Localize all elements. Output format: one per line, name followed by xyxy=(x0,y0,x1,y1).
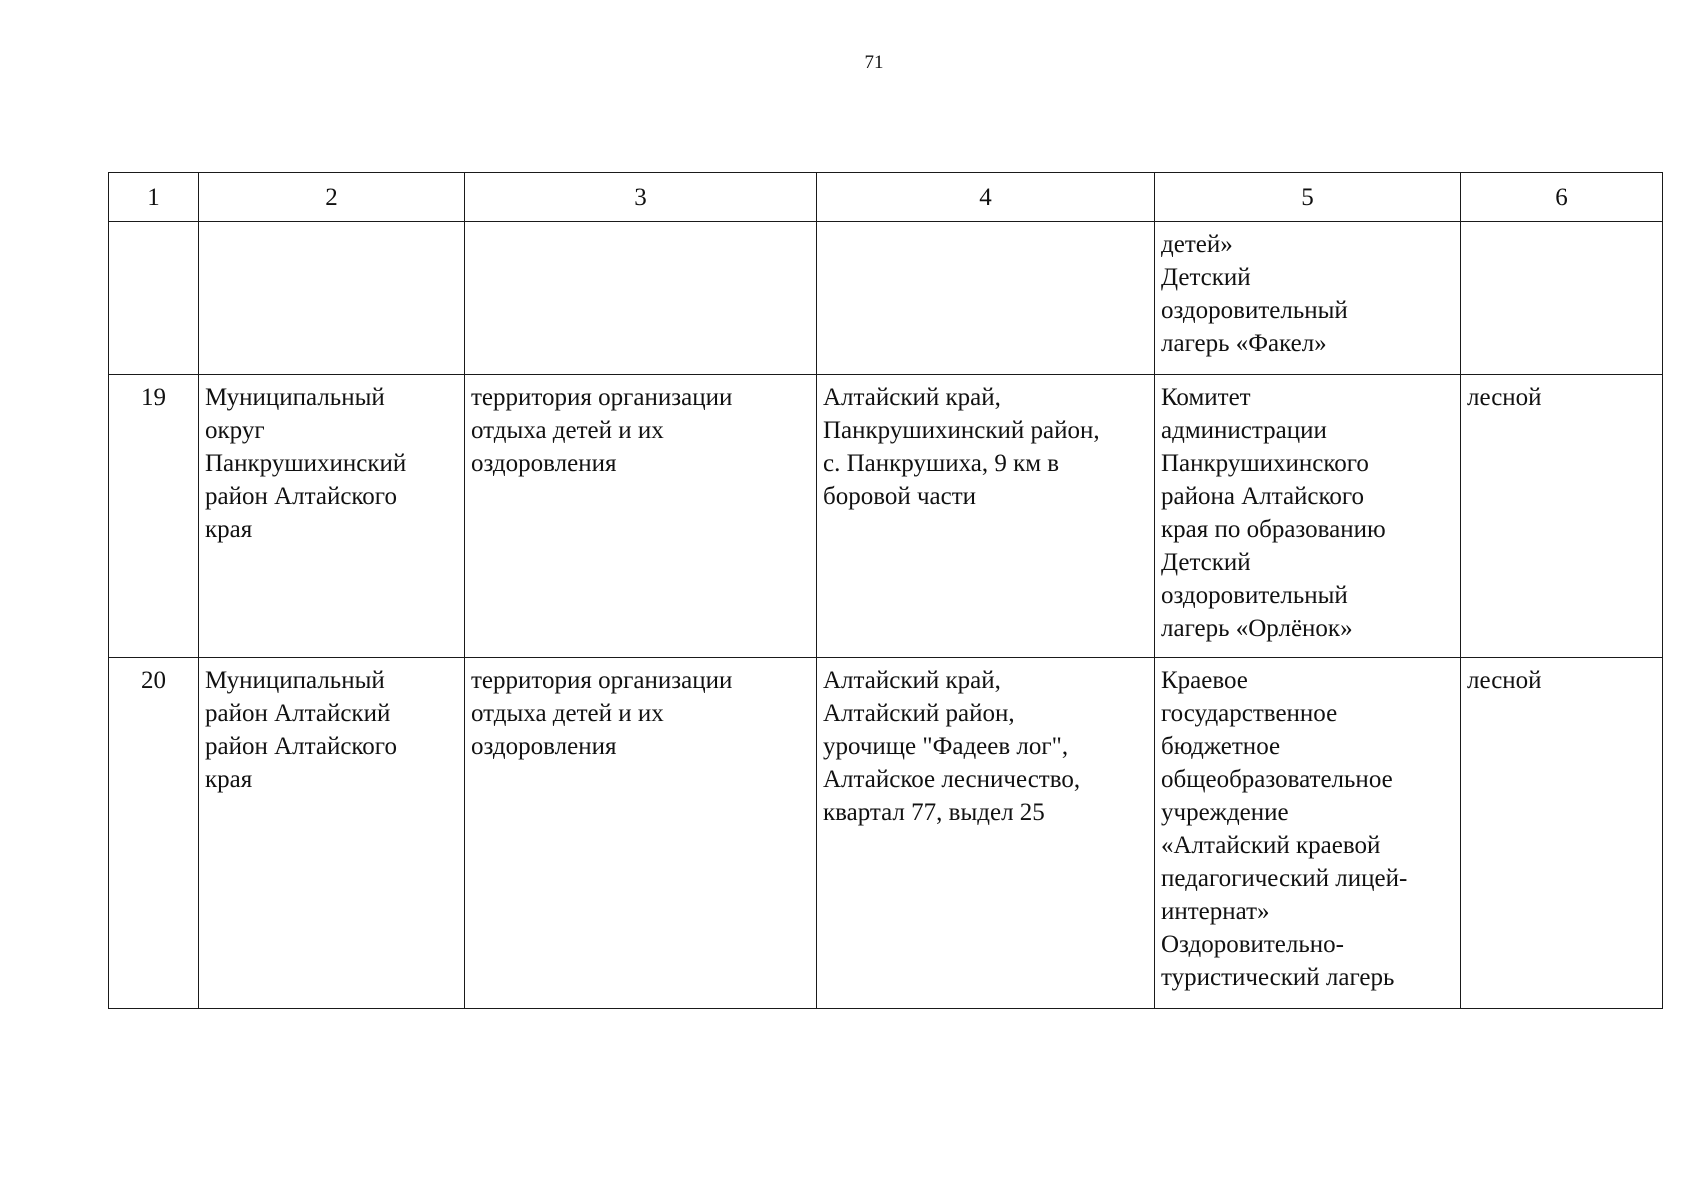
cell-line: Оздоровительно- xyxy=(1161,931,1344,958)
cell-line: квартал 77, выдел 25 xyxy=(823,799,1045,826)
cell-line: Панкрушихинский район, xyxy=(823,417,1100,444)
cell-line: отдыха детей и их xyxy=(471,417,664,444)
cell-line: территория организации xyxy=(471,667,733,694)
cell-line: учреждение xyxy=(1161,799,1289,826)
cell-line: оздоровления xyxy=(471,733,617,760)
cell-line: район Алтайского xyxy=(205,733,397,760)
cell-line: лагерь «Орлёнок» xyxy=(1161,615,1353,642)
cell-line: края xyxy=(205,516,253,543)
header-cell: 5 xyxy=(1155,173,1461,222)
cell-address xyxy=(817,222,1155,375)
cell-line: Краевое xyxy=(1161,667,1248,694)
document-table xyxy=(108,172,1663,1009)
table-row xyxy=(109,658,1663,1009)
cell-number: 20 xyxy=(109,658,199,1009)
cell-line: округ xyxy=(205,417,265,444)
cell-address xyxy=(817,658,1155,1009)
cell-location-type xyxy=(465,375,817,658)
cell-line: туристический лагерь xyxy=(1161,964,1395,991)
cell-number xyxy=(109,222,199,375)
cell-line: лагерь «Факел» xyxy=(1161,330,1327,357)
cell-line: район Алтайского xyxy=(205,483,397,510)
page-number: 71 xyxy=(864,52,884,73)
cell-line: интернат» xyxy=(1161,898,1270,925)
cell-line: Детский xyxy=(1161,264,1251,291)
cell-line: оздоровительный xyxy=(1161,297,1348,324)
cell-line: администрации xyxy=(1161,417,1327,444)
cell-line: общеобразовательное xyxy=(1161,766,1393,793)
cell-line: края по образованию xyxy=(1161,516,1386,543)
cell-line: боровой части xyxy=(823,483,977,510)
cell-line: Комитет xyxy=(1161,384,1251,411)
cell-number: 19 xyxy=(109,375,199,658)
cell-type: лесной xyxy=(1461,658,1663,1009)
cell-municipality xyxy=(199,658,465,1009)
header-cell: 6 xyxy=(1461,173,1663,222)
cell-type: лесной xyxy=(1461,375,1663,658)
cell-line: Муниципальный xyxy=(205,384,385,411)
cell-line: Муниципальный xyxy=(205,667,385,694)
header-cell: 2 xyxy=(199,173,465,222)
cell-location-type xyxy=(465,658,817,1009)
cell-location-type xyxy=(465,222,817,375)
cell-line: урочище "Фадеев лог", xyxy=(823,733,1069,760)
cell-municipality xyxy=(199,375,465,658)
cell-line: оздоровления xyxy=(471,450,617,477)
cell-line: Алтайский край, xyxy=(823,667,1001,694)
table-header-row xyxy=(109,173,1663,222)
cell-organization xyxy=(1155,375,1461,658)
header-cell: 3 xyxy=(465,173,817,222)
table-row xyxy=(109,375,1663,658)
table-row-continuation xyxy=(109,222,1663,375)
cell-organization xyxy=(1155,658,1461,1009)
cell-line: Детский xyxy=(1161,549,1251,576)
cell-line: отдыха детей и их xyxy=(471,700,664,727)
cell-line: Алтайский край, xyxy=(823,384,1001,411)
cell-line: Панкрушихинского xyxy=(1161,450,1369,477)
cell-line: детей» xyxy=(1161,231,1233,258)
cell-line: Панкрушихинский xyxy=(205,450,407,477)
cell-line: Алтайский район, xyxy=(823,700,1015,727)
cell-line: территория организации xyxy=(471,384,733,411)
cell-municipality xyxy=(199,222,465,375)
cell-line: Алтайское лесничество, xyxy=(823,766,1081,793)
cell-line: с. Панкрушиха, 9 км в xyxy=(823,450,1060,477)
cell-line: бюджетное xyxy=(1161,733,1281,760)
cell-line: государственное xyxy=(1161,700,1338,727)
cell-organization xyxy=(1155,222,1461,375)
cell-line: края xyxy=(205,766,253,793)
cell-line: педагогический лицей- xyxy=(1161,865,1408,892)
header-cell: 1 xyxy=(109,173,199,222)
cell-type xyxy=(1461,222,1663,375)
header-cell: 4 xyxy=(817,173,1155,222)
cell-line: района Алтайского xyxy=(1161,483,1365,510)
cell-line: «Алтайский краевой xyxy=(1161,832,1381,859)
cell-line: оздоровительный xyxy=(1161,582,1348,609)
cell-line: район Алтайский xyxy=(205,700,391,727)
cell-address xyxy=(817,375,1155,658)
